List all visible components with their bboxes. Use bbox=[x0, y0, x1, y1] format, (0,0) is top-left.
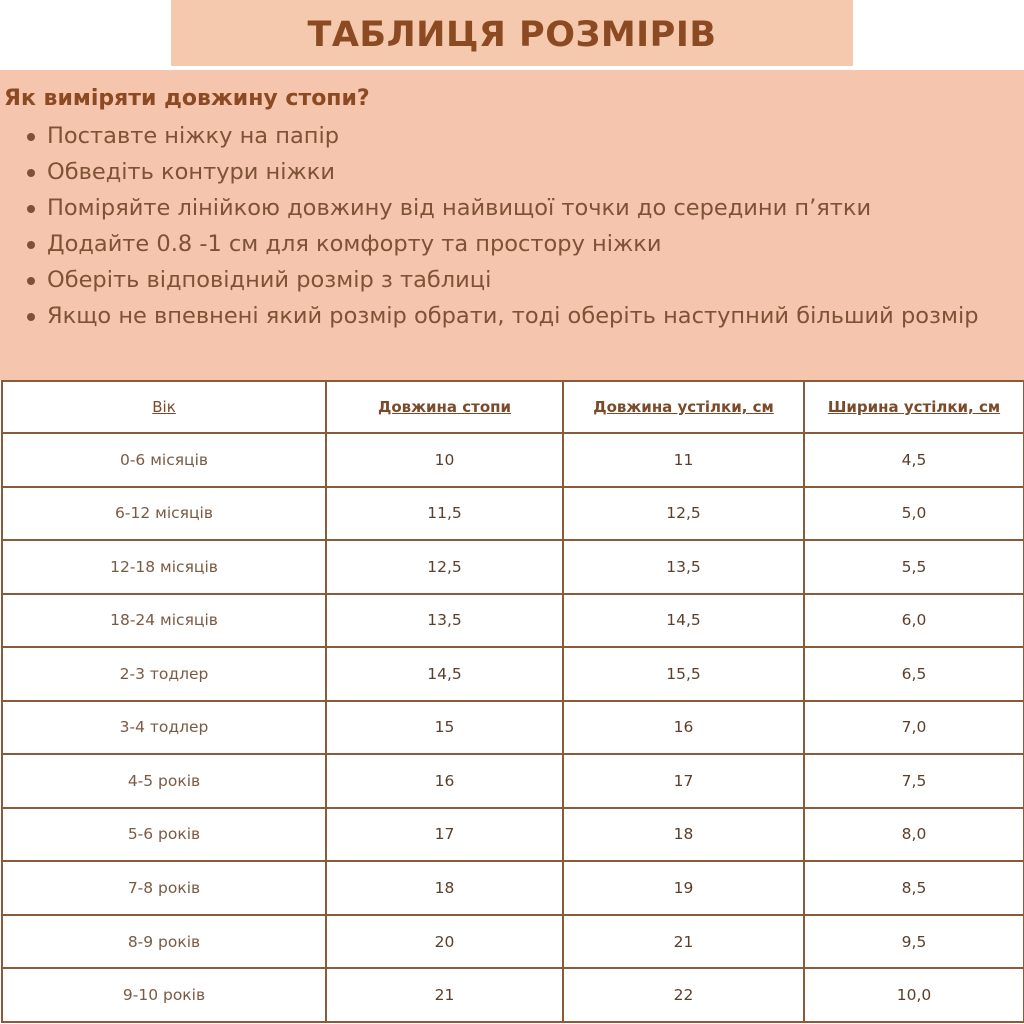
table-row bbox=[2, 968, 1024, 1022]
column-header-age: Вік bbox=[2, 381, 326, 433]
cell-foot-length: 20 bbox=[326, 915, 563, 969]
cell-insole-width: 7,0 bbox=[804, 701, 1024, 755]
bullet-dot-icon bbox=[27, 205, 35, 213]
cell-insole-length: 18 bbox=[563, 808, 804, 862]
cell-insole-length: 12,5 bbox=[563, 487, 804, 541]
cell-age: 8-9 років bbox=[2, 915, 326, 969]
table-row bbox=[2, 915, 1024, 969]
bullet-dot-icon bbox=[27, 169, 35, 177]
cell-foot-length: 16 bbox=[326, 754, 563, 808]
cell-age: 2-3 тодлер bbox=[2, 647, 326, 701]
cell-foot-length: 18 bbox=[326, 861, 563, 915]
bullet-dot-icon bbox=[27, 133, 35, 141]
instructions-heading: Як виміряти довжину стопи? bbox=[4, 86, 370, 111]
table-row bbox=[2, 433, 1024, 487]
cell-age: 7-8 років bbox=[2, 861, 326, 915]
cell-insole-width: 9,5 bbox=[804, 915, 1024, 969]
table-row bbox=[2, 594, 1024, 648]
cell-insole-length: 19 bbox=[563, 861, 804, 915]
cell-insole-length: 11 bbox=[563, 433, 804, 487]
cell-insole-width: 5,5 bbox=[804, 540, 1024, 594]
cell-foot-length: 12,5 bbox=[326, 540, 563, 594]
cell-insole-width: 6,0 bbox=[804, 594, 1024, 648]
table-row bbox=[2, 647, 1024, 701]
instruction-item bbox=[20, 226, 980, 262]
cell-foot-length: 13,5 bbox=[326, 594, 563, 648]
instruction-text: Поставте ніжку на папір bbox=[47, 123, 339, 149]
table-row bbox=[2, 540, 1024, 594]
cell-age: 6-12 місяців bbox=[2, 487, 326, 541]
cell-insole-width: 7,5 bbox=[804, 754, 1024, 808]
cell-age: 3-4 тодлер bbox=[2, 701, 326, 755]
instruction-text: Обведіть контури ніжки bbox=[47, 159, 336, 185]
column-header-insole-width: Ширина устілки, см bbox=[804, 381, 1024, 433]
instructions-panel bbox=[0, 70, 1024, 380]
instruction-text: Додайте 0.8 -1 см для комфорту та простору ніжки bbox=[47, 231, 662, 257]
cell-insole-width: 8,0 bbox=[804, 808, 1024, 862]
cell-insole-length: 16 bbox=[563, 701, 804, 755]
cell-age: 18-24 місяців bbox=[2, 594, 326, 648]
instruction-item bbox=[20, 298, 980, 334]
cell-age: 5-6 років bbox=[2, 808, 326, 862]
cell-foot-length: 14,5 bbox=[326, 647, 563, 701]
instruction-item bbox=[20, 118, 980, 154]
instruction-text: Якщо не впевнені який розмір обрати, тоді оберіть наступний більший розмір bbox=[47, 303, 979, 329]
cell-insole-length: 21 bbox=[563, 915, 804, 969]
instruction-text: Поміряйте лінійкою довжину від найвищої точки до середини п’ятки bbox=[47, 195, 872, 221]
title-banner bbox=[171, 0, 853, 66]
instruction-item bbox=[20, 262, 980, 298]
bullet-dot-icon bbox=[27, 277, 35, 285]
cell-age: 12-18 місяців bbox=[2, 540, 326, 594]
cell-foot-length: 10 bbox=[326, 433, 563, 487]
bullet-dot-icon bbox=[27, 241, 35, 249]
instruction-item bbox=[20, 154, 980, 190]
table-header-row bbox=[2, 381, 1024, 433]
table-row bbox=[2, 487, 1024, 541]
table-row bbox=[2, 808, 1024, 862]
cell-age: 0-6 місяців bbox=[2, 433, 326, 487]
table-row bbox=[2, 701, 1024, 755]
cell-insole-length: 22 bbox=[563, 968, 804, 1022]
table-row bbox=[2, 861, 1024, 915]
column-header-foot-length: Довжина стопи bbox=[326, 381, 563, 433]
cell-insole-length: 13,5 bbox=[563, 540, 804, 594]
cell-foot-length: 17 bbox=[326, 808, 563, 862]
cell-insole-length: 14,5 bbox=[563, 594, 804, 648]
cell-insole-width: 6,5 bbox=[804, 647, 1024, 701]
cell-age: 4-5 років bbox=[2, 754, 326, 808]
cell-insole-length: 15,5 bbox=[563, 647, 804, 701]
page-title: ТАБЛИЦЯ РОЗМІРІВ bbox=[307, 15, 717, 55]
cell-foot-length: 11,5 bbox=[326, 487, 563, 541]
cell-foot-length: 21 bbox=[326, 968, 563, 1022]
bullet-dot-icon bbox=[27, 313, 35, 321]
size-table bbox=[1, 380, 1024, 1023]
cell-insole-width: 4,5 bbox=[804, 433, 1024, 487]
cell-insole-width: 10,0 bbox=[804, 968, 1024, 1022]
instruction-text: Оберіть відповідний розмір з таблиці bbox=[47, 267, 492, 293]
cell-insole-length: 17 bbox=[563, 754, 804, 808]
table-row bbox=[2, 754, 1024, 808]
cell-insole-width: 8,5 bbox=[804, 861, 1024, 915]
column-header-insole-length: Довжина устілки, см bbox=[563, 381, 804, 433]
cell-foot-length: 15 bbox=[326, 701, 563, 755]
instructions-list bbox=[20, 118, 980, 334]
instruction-item bbox=[20, 190, 980, 226]
cell-insole-width: 5,0 bbox=[804, 487, 1024, 541]
cell-age: 9-10 років bbox=[2, 968, 326, 1022]
